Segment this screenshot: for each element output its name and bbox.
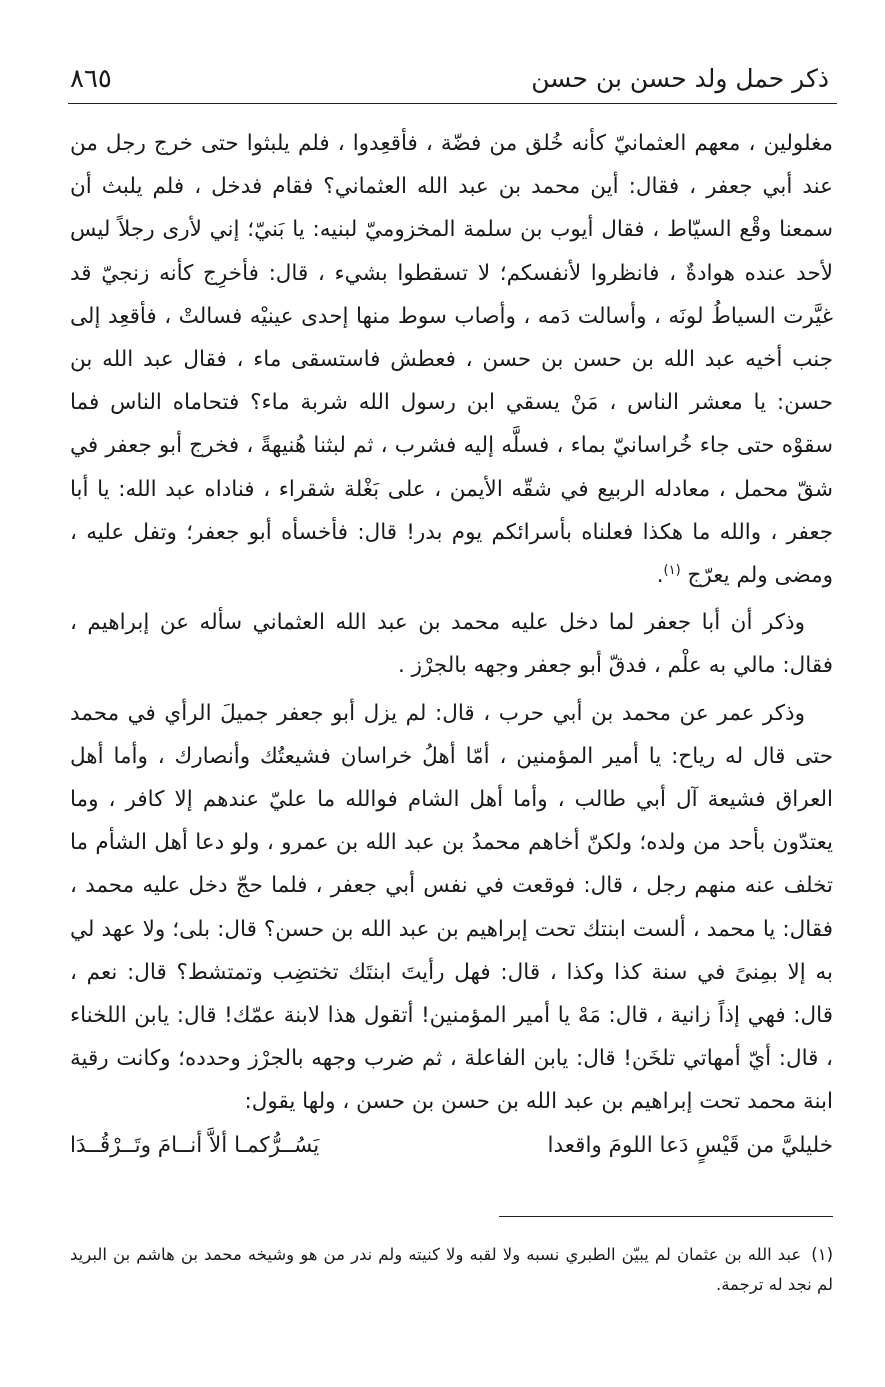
verse-second-hemistich: يَسُــرُّكمـا ألاَّ أنــامَ وتَــرْقُــدَا [70, 1132, 320, 1158]
running-title: ذكر حمل ولد حسن بن حسن [531, 64, 829, 93]
poetry-verse [70, 1124, 833, 1167]
footnote-marker: (١) [811, 1245, 833, 1264]
paragraph-2: وذكر أن أبا جعفر لما دخل عليه محمد بن عبد الله العثماني سأله عن إبراهيم ، فقال: مالي به علْم ، فدقّ أبو جعفر وجهه بالجرْز . [70, 610, 833, 679]
footnote-reference: (١) [663, 562, 681, 578]
footnote-1 [70, 1240, 833, 1300]
footnotes [70, 1240, 833, 1300]
paragraph-1-end: . [656, 563, 664, 589]
footnote-text: عبد الله بن عثمان لم يبيّن الطبري نسبه ولا لقبه ولا كنيته ولم ندر من هو وشيخه محمد بن هاشم بن البريد لم نجد له ترجمة. [70, 1245, 833, 1294]
header-rule [68, 103, 837, 104]
footnote-separator [499, 1216, 833, 1217]
paragraph-1-text: مغلولين ، معهم العثمانيّ كأنه خُلق من فضّة ، فأقعِدوا ، فلم يلبثوا حتى خرج رجل من عند أبي جعفر ، فقال: أين محمد بن عبد الله العثماني؟ فقام فدخل ، فلم يلبث أن سمعنا وقْع السيّاط ، فقال أيوب بن سلمة المخزوميّ لبنيه: يا بَنيّ؛ إني لأرى رجلاً ليس لأحد عنده هوادةٌ ، فانظروا لأنفسكم؛ لا تسقطوا بشيء ، قال: فأخرِج كأنه زنجيّ قد غيَّرت السياطُ لونَه ، وأسالت دَمه ، وأصاب سوط منها إحدى عينيْه فسالتْ ، فأقعِد إلى جنب أخيه عبد الله بن حسن بن حسن ، فعطش فاستسقى ماء ، فقال عبد الله بن حسن: يا معشر الناس ، مَنْ يسقي ابن رسول الله شربة ماء؟ فتحاماه الناس فما سقوْه حتى جاء خُراسانيّ بماء ، فسلَّه إليه فشرب ، ثم لبثنا هُنيهةً ، فخرج أبو جعفر في شقّ محمل ، معادله الربيع في شقّه الأيمن ، على بَغْلة شقراء ، فناداه عبد الله: يا أبا جعفر ، والله ما هكذا فعلناه بأسرائكم يوم بدر! قال: فأخسأه أبو جعفر؛ وتفل عليه ، ومضى ولم يعرّج [70, 131, 833, 589]
paragraph-1 [70, 122, 833, 597]
page-number: ٨٦٥ [70, 64, 112, 94]
page-header [70, 58, 829, 98]
main-text [70, 122, 833, 1167]
verse-first-hemistich: خليليَّ من قَيْسٍ دَعا اللومَ واقعدا [547, 1132, 833, 1158]
paragraph-3: وذكر عمر عن محمد بن أبي حرب ، قال: لم يزل أبو جعفر جميلَ الرأي في محمد حتى قال له رياح: يا أمير المؤمنين ، أمّا أهلُ خراسان فشيعتُك وأنصارك ، وأما أهل العراق فشيعة آل أبي طالب ، وأما أهل الشام فوالله ما عليّ عندهم إلا كافر ، وما يعتدّون بأحد من ولده؛ ولكنّ أخاهم محمدُ بن عبد الله بن عمرو ، ولو دعا أهل الشأم ما تخلف عنه منهم رجل ، قال: فوقعت في نفس أبي جعفر ، فلما حجّ دخل عليه محمد ، فقال: يا محمد ، ألست ابنتك تحت إبراهيم بن عبد الله بن حسن؟ قال: بلى؛ ولا عهد لي به إلا بمِنىً في سنة كذا وكذا ، قال: فهل رأيتَ ابنتَك تختضِب وتمتشط؟ قال: نعم ، قال: فهي إذاً زانية ، قال: مَهْ يا أمير المؤمنين! أتقول هذا لابنة عمّك! قال: يابن اللخناء ، قال: أيّ أمهاتي تلخَن! قال: يابن الفاعلة ، ثم ضرب وجهه بالجرْز وحدده؛ وكانت رقية ابنة محمد تحت إبراهيم بن عبد الله بن حسن بن حسن ، ولها يقول: [70, 700, 833, 1115]
